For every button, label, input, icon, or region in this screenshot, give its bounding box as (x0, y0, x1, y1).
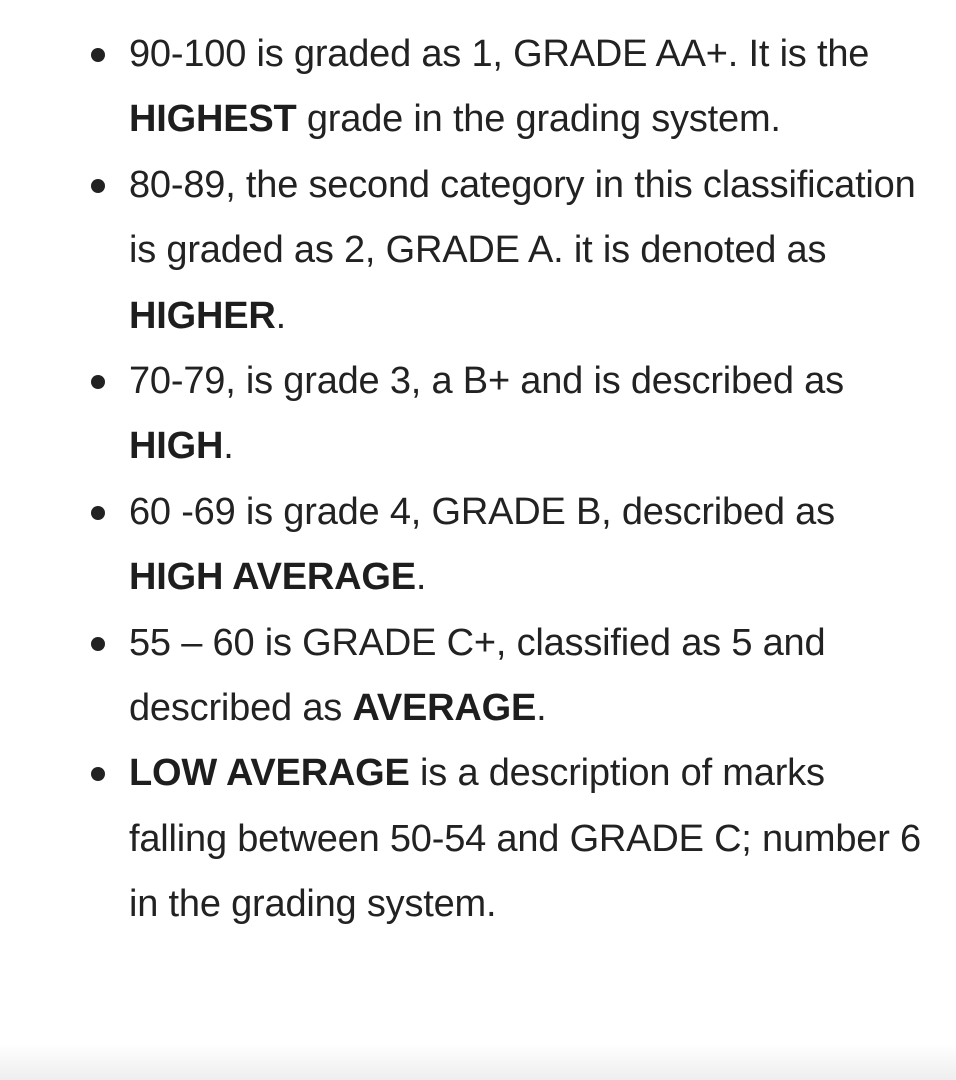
item-text: 90-100 is graded as 1, GRADE AA+. It is the (129, 33, 870, 75)
bottom-fade (0, 1044, 956, 1080)
list-item (0, 480, 956, 611)
item-text: . (275, 294, 286, 337)
item-text: 60 -69 is grade 4, GRADE B, described as (129, 490, 835, 533)
list-item (0, 22, 956, 153)
item-text: grade in the grading system. (296, 98, 781, 141)
item-emphasis: LOW AVERAGE (129, 752, 410, 795)
item-text: . (415, 556, 427, 599)
item-emphasis: HIGHEST (129, 98, 297, 141)
bullet-icon (91, 375, 105, 389)
bullet-icon (91, 767, 105, 781)
list-item (0, 349, 956, 480)
item-text: 70-79, is grade 3, a B+ and is described as (129, 360, 844, 403)
list-item (0, 153, 956, 349)
grade-list (0, 22, 956, 938)
list-item (0, 741, 956, 937)
bullet-icon (91, 506, 105, 520)
item-text: 55 – 60 is GRADE C+, classified as 5 and described as (129, 621, 826, 730)
list-item (0, 611, 956, 742)
item-text: . (536, 687, 547, 730)
item-text: is a description of marks falling between 50-54 and GRADE C; number 6 in the grading system. (129, 752, 921, 926)
item-emphasis: HIGHER (129, 294, 276, 337)
item-text: . (223, 425, 234, 468)
bullet-icon (91, 179, 105, 193)
item-emphasis: HIGH AVERAGE (129, 556, 416, 599)
bullet-icon (91, 48, 105, 62)
bullet-icon (91, 637, 105, 651)
item-emphasis: HIGH (129, 425, 224, 468)
item-text: 80-89, the second category in this classification is graded as 2, GRADE A. it is denoted as (129, 163, 916, 272)
item-emphasis: AVERAGE (352, 687, 537, 730)
